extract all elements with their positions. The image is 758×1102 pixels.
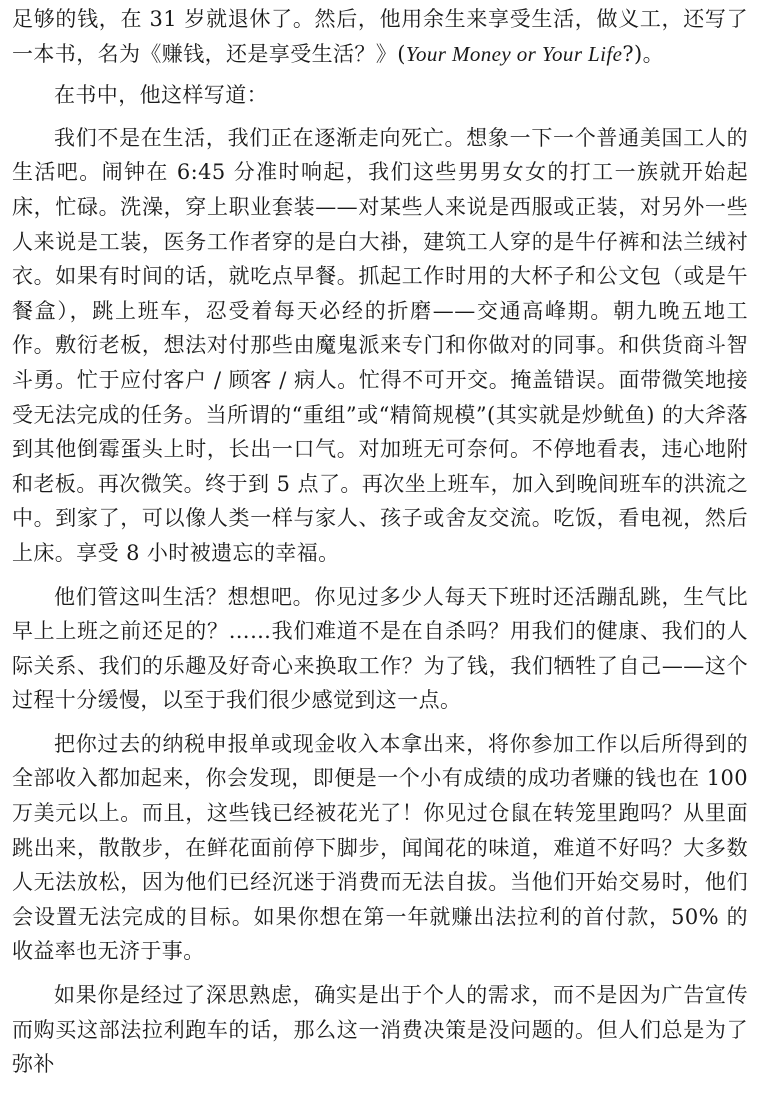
quote-paragraph-2: 他们管这叫生活？想想吧。你见过多少人每天下班时还活蹦乱跳，生气比早上上班之前还足的？……我们难道不是在自杀吗？用我们的健康、我们的人际关系、我们的乐趣及好奇心来换取工作？为了钱，我们牺牲了自己——这个过程十分缓慢，以至于我们很少感觉到这一点。 [12,584,748,713]
body-paragraph-1: 把你过去的纳税申报单或现金收入本拿出来，将你参加工作以后所得到的全部收入都加起来，你会发现，即便是一个小有成绩的成功者赚的钱也在 100 万美元以上。而且，这些钱已经被花光了！你见过仓鼠在转笼里跑吗？从里面跳出来，散散步，在鲜花面前停下脚步，闻闻花的味道，难道不好吗？大多数人无法放松，因为他们已经沉迷于消费而无法自拔。当他们开始交易时，他们会设置无法完成的目标。如果你想在第一年就赚出法拉利的首付款，50% 的收益率也无济于事。 [12,731,748,964]
quote-paragraph-1: 我们不是在生活，我们正在逐渐走向死亡。想象一下一个普通美国工人的生活吧。闹钟在 6:45 分准时响起，我们这些男男女女的打工一族就开始起床，忙碌。洗澡，穿上职业套装——对某些人来说是西服或正装，对另外一些人来说是工装，医务工作者穿的是白大褂，建筑工人穿的是牛仔裤和法兰绒衬衣。如果有时间的话，就吃点早餐。抓起工作时用的大杯子和公文包（或是午餐盒），跳上班车，忍受着每天必经的折磨——交通高峰期。朝九晚五地工作。敷衍老板，想法对付那些由魔鬼派来专门和你做对的同事。和供货商斗智斗勇。忙于应付客户 / 顾客 / 病人。忙得不可开交。掩盖错误。面带微笑地接受无法完成的任务。当所谓的“重组”或“精简规模”(其实就是炒鱿鱼) 的大斧落到其他倒霉蛋头上时，长出一口气。对加班无可奈何。不停地看表，违心地附和老板。再次微笑。终于到 5 点了。再次坐上班车，加入到晚间班车的洪流之中。到家了，可以像人类一样与家人、孩子或舍友交流。吃饭，看电视，然后上床。享受 8 小时被遗忘的幸福。 [12,125,748,565]
paragraph-text: 足够的钱，在 31 岁就退休了。然后，他用余生来享受生活，做义工，还写了一本书，名为《赚钱，还是享受生活？》( [12,7,748,66]
paragraph-text-end: ?)。 [622,41,664,66]
paragraph-continued [12,2,748,71]
quote-intro: 在书中，他这样写道： [54,83,268,108]
body-paragraph-2: 如果你是经过了深思熟虑，确实是出于个人的需求，而不是因为广告宣传而购买这部法拉利跑车的话，那么这一消费决策是没问题的。但人们总是为了弥补 [12,983,748,1077]
book-title-english: Your Money or Your Life [405,41,623,66]
